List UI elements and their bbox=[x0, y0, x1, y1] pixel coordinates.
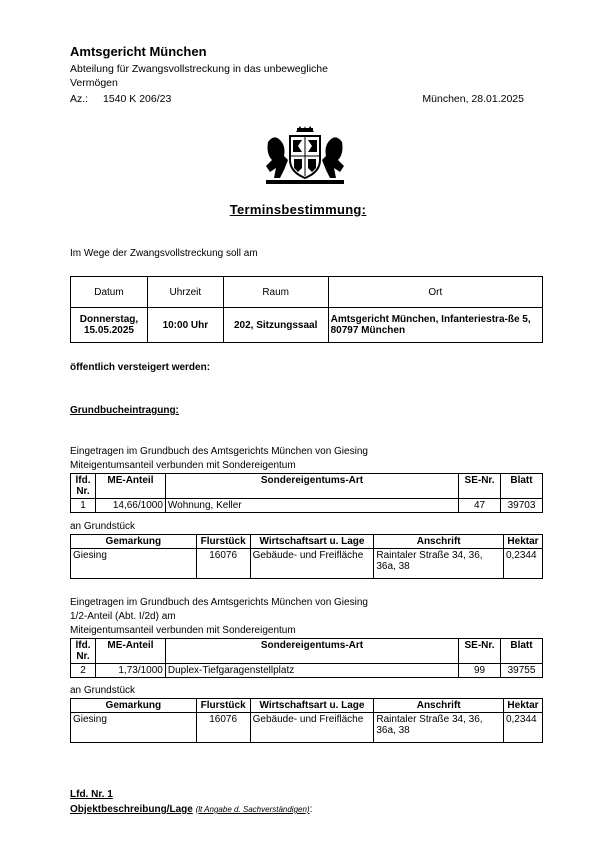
se-header-blatt: Blatt bbox=[501, 474, 543, 499]
termin-datum: Donnerstag, 15.05.2025 bbox=[71, 308, 148, 343]
termin-uhrzeit: 10:00 Uhr bbox=[147, 308, 223, 343]
header-datum: Datum bbox=[71, 277, 148, 308]
entry-1-grundstueck-table bbox=[70, 534, 543, 579]
se-blatt: 39755 bbox=[500, 664, 542, 678]
az-number: 1540 K 206/23 bbox=[103, 93, 172, 105]
gs-header-anschrift: Anschrift bbox=[374, 535, 504, 549]
gs-flurstueck: 16076 bbox=[196, 713, 250, 743]
entry-2-sondereigentum-table bbox=[70, 638, 543, 678]
object-description-title: Objektbeschreibung/Lage bbox=[70, 804, 193, 815]
object-description-colon: : bbox=[309, 804, 313, 815]
lfd-nr-heading: Lfd. Nr. 1 bbox=[70, 789, 113, 800]
gs-header-anschrift: Anschrift bbox=[374, 699, 504, 713]
entry-2-grundstueck-table bbox=[70, 698, 543, 743]
entry-2-line2: 1/2-Anteil (Abt. I/2d) am bbox=[70, 611, 176, 622]
se-header-me: ME-Anteil bbox=[95, 474, 165, 499]
header-uhrzeit: Uhrzeit bbox=[147, 277, 223, 308]
se-header-lfd: lfd. Nr. bbox=[71, 639, 96, 664]
se-header-me: ME-Anteil bbox=[95, 639, 165, 664]
se-art: Wohnung, Keller bbox=[165, 499, 458, 513]
se-header-blatt: Blatt bbox=[500, 639, 542, 664]
entry-2-line3: Miteigentumsanteil verbunden mit Sondereigentum bbox=[70, 625, 296, 636]
department: Abteilung für Zwangsvollstreckung in das unbewegliche Vermögen bbox=[70, 63, 328, 89]
gs-wirtschaftsart: Gebäude- und Freifläche bbox=[250, 549, 374, 579]
gs-header-wirtschaftsart: Wirtschaftsart u. Lage bbox=[250, 535, 374, 549]
se-me: 1,73/1000 bbox=[95, 664, 165, 678]
se-blatt: 39703 bbox=[501, 499, 543, 513]
termin-table bbox=[70, 276, 543, 343]
entry-2-an-grundstueck: an Grundstück bbox=[70, 685, 136, 696]
header-ort: Ort bbox=[328, 277, 542, 308]
gs-header-gemarkung: Gemarkung bbox=[71, 535, 197, 549]
se-header-senr: SE-Nr. bbox=[459, 474, 501, 499]
entry-1-line1: Eingetragen im Grundbuch des Amtsgerichts München von Giesing bbox=[70, 446, 368, 457]
se-header-lfd: lfd. Nr. bbox=[71, 474, 96, 499]
gs-anschrift: Raintaler Straße 34, 36, 36a, 38 bbox=[374, 713, 504, 743]
header-raum: Raum bbox=[223, 277, 328, 308]
object-description-heading bbox=[70, 804, 312, 815]
gs-hektar: 0,2344 bbox=[503, 549, 542, 579]
document-title: Terminsbestimmung: bbox=[229, 202, 367, 217]
gs-header-flurstueck: Flurstück bbox=[196, 535, 250, 549]
termin-ort: Amtsgericht München, Infanteriestra-ße 5, 80797 München bbox=[328, 308, 542, 343]
se-lfd: 1 bbox=[71, 499, 96, 513]
gs-header-gemarkung: Gemarkung bbox=[71, 699, 197, 713]
entry-1-line3: Miteigentumsanteil verbunden mit Sondereigentum bbox=[70, 460, 296, 471]
sold-text: öffentlich versteigert werden: bbox=[70, 362, 211, 373]
se-senr: 99 bbox=[459, 664, 501, 678]
se-senr: 47 bbox=[459, 499, 501, 513]
az-label: Az.: bbox=[70, 93, 89, 105]
grundbuch-heading: Grundbucheintragung: bbox=[70, 405, 179, 416]
se-header-senr: SE-Nr. bbox=[459, 639, 501, 664]
object-description-note: (lt Angabe d. Sachverständigen) bbox=[195, 805, 310, 814]
gs-anschrift: Raintaler Straße 34, 36, 36a, 38 bbox=[374, 549, 504, 579]
intro-text: Im Wege der Zwangsvollstreckung soll am bbox=[70, 248, 258, 259]
bavarian-coat-of-arms-icon bbox=[262, 126, 348, 186]
se-art: Duplex-Tiefgaragenstellplatz bbox=[165, 664, 458, 678]
gs-hektar: 0,2344 bbox=[503, 713, 542, 743]
entry-1-an-grundstueck: an Grundstück bbox=[70, 521, 136, 532]
court-name: Amtsgericht München bbox=[70, 44, 207, 59]
gs-flurstueck: 16076 bbox=[196, 549, 250, 579]
se-header-art: Sondereigentums-Art bbox=[165, 474, 458, 499]
gs-header-wirtschaftsart: Wirtschaftsart u. Lage bbox=[250, 699, 374, 713]
gs-header-hektar: Hektar bbox=[503, 699, 542, 713]
gs-header-hektar: Hektar bbox=[503, 535, 542, 549]
termin-raum: 202, Sitzungssaal bbox=[223, 308, 328, 343]
se-lfd: 2 bbox=[71, 664, 96, 678]
se-header-art: Sondereigentums-Art bbox=[165, 639, 458, 664]
gs-gemarkung: Giesing bbox=[71, 549, 197, 579]
se-me: 14,66/1000 bbox=[95, 499, 165, 513]
entry-2-line1: Eingetragen im Grundbuch des Amtsgerichts München von Giesing bbox=[70, 597, 368, 608]
entry-1-sondereigentum-table bbox=[70, 473, 543, 513]
place-date: München, 28.01.2025 bbox=[422, 93, 524, 105]
gs-header-flurstueck: Flurstück bbox=[196, 699, 250, 713]
gs-gemarkung: Giesing bbox=[71, 713, 197, 743]
gs-wirtschaftsart: Gebäude- und Freifläche bbox=[250, 713, 374, 743]
